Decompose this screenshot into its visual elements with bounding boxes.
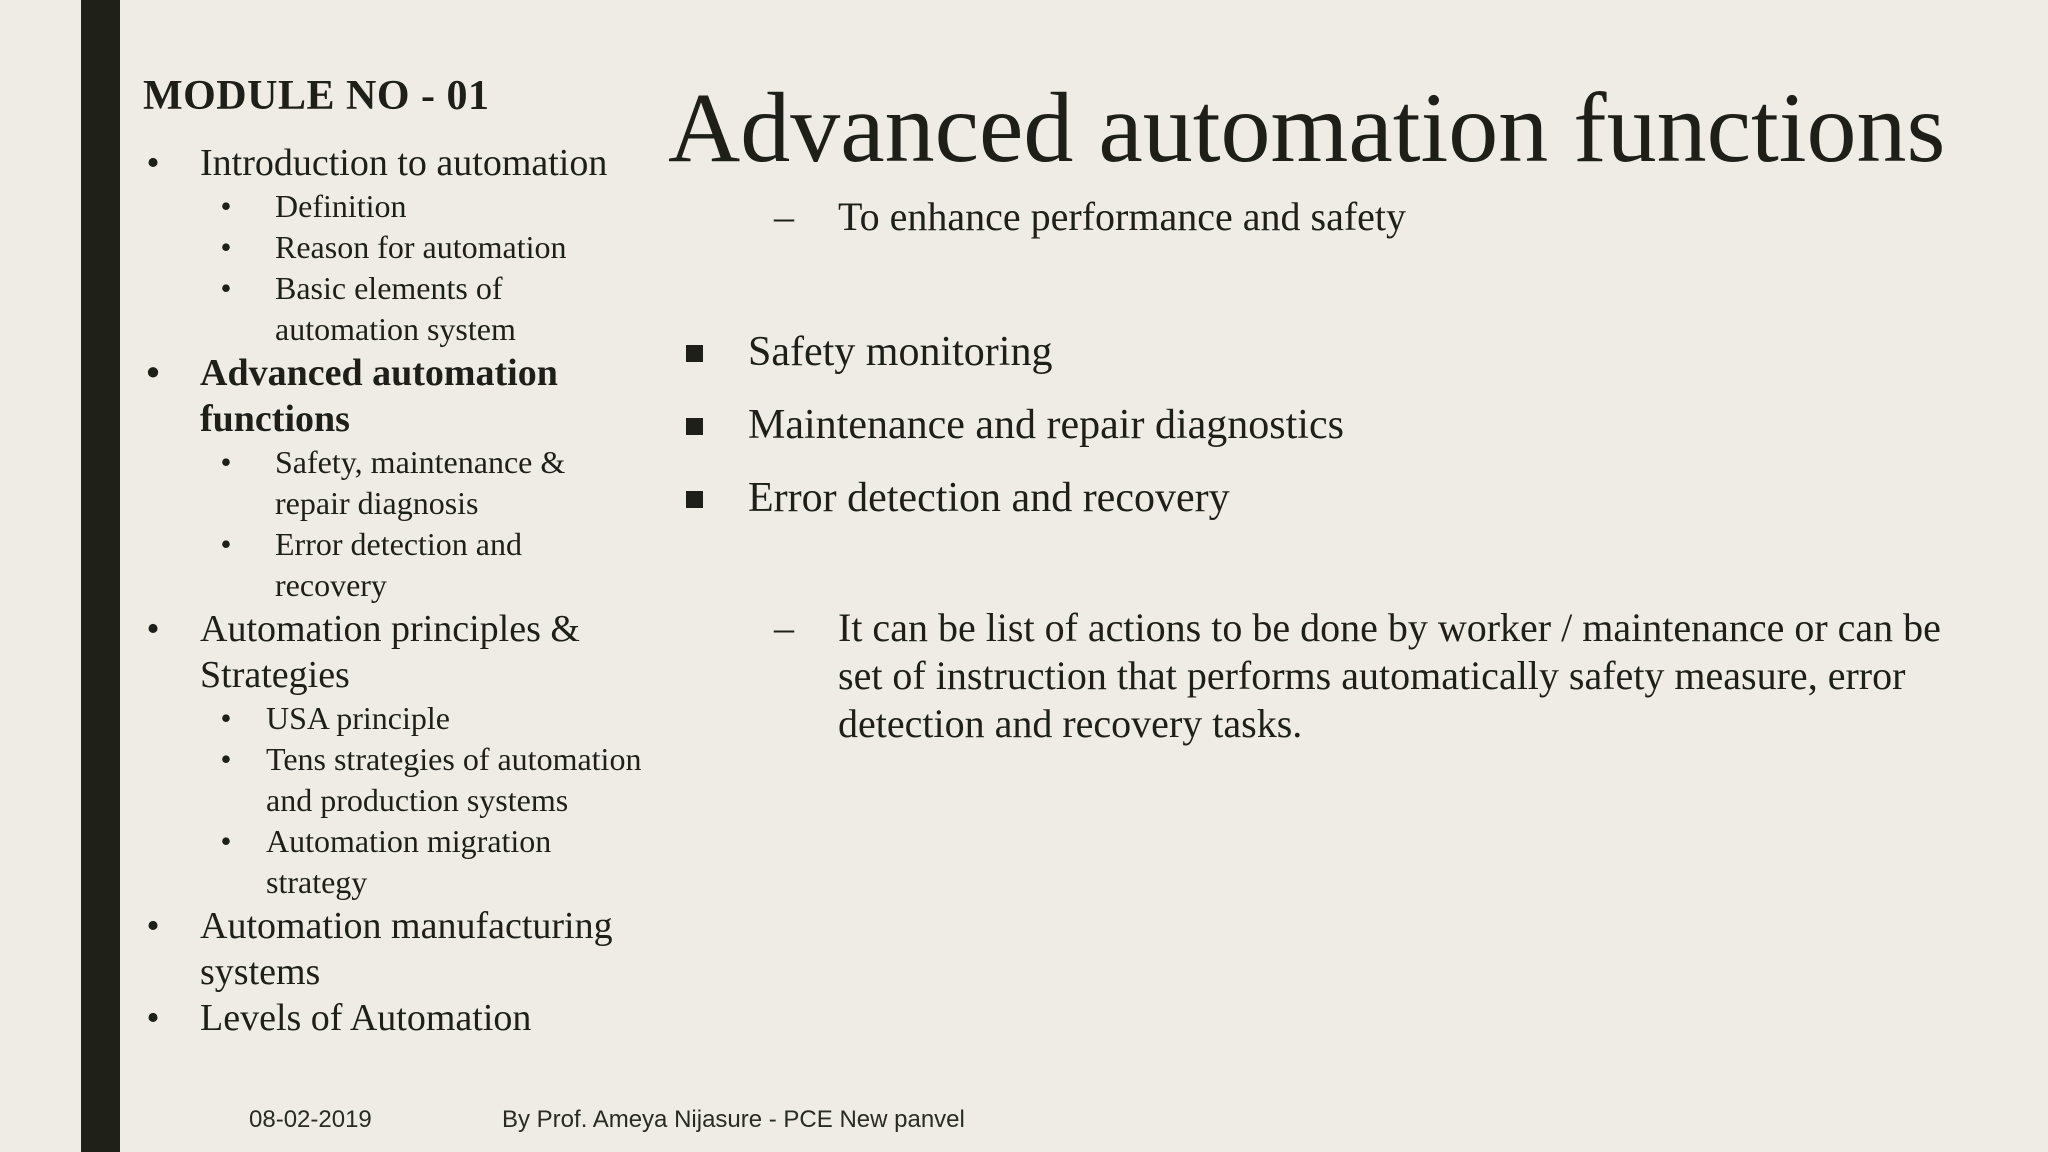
module-heading: MODULE NO - 01 — [143, 73, 490, 119]
subtopic-label: USA principle — [266, 700, 450, 736]
subtopic-item — [219, 821, 606, 903]
function-label: Maintenance and repair diagnostics — [748, 402, 1344, 448]
subtopic-label: Automation migration strategy — [266, 823, 552, 900]
topic-label: Introduction to automation — [200, 142, 608, 184]
subtopic-label: Safety, maintenance & repair diagnosis — [275, 444, 566, 521]
bullet-icon: • — [146, 608, 160, 650]
bullet-icon: • — [220, 270, 232, 306]
subtopic-label: Reason for automation — [275, 229, 567, 265]
bullet-icon: • — [146, 997, 160, 1039]
bullet-icon: • — [146, 352, 160, 394]
subtopic-item — [219, 524, 555, 606]
bullet-icon: • — [220, 823, 232, 859]
subtopic-item — [219, 442, 575, 524]
subtopic-item — [219, 739, 666, 821]
intro-point — [774, 193, 1874, 241]
topic-item — [143, 903, 670, 995]
function-item — [686, 401, 1586, 449]
square-bullet-icon — [686, 491, 703, 508]
bullet-icon: • — [220, 700, 232, 736]
topic-item — [143, 995, 663, 1041]
subtopic-item — [219, 227, 663, 268]
subtopic-item — [219, 698, 663, 739]
topic-label: Automation principles & Strategies — [200, 608, 580, 696]
bullet-icon: • — [146, 142, 160, 184]
topic-label: Levels of Automation — [200, 997, 532, 1039]
subtopic-label: Basic elements of automation system — [275, 270, 516, 347]
topic-label: Advanced automation functions — [200, 352, 558, 440]
bullet-icon: • — [220, 444, 232, 480]
function-item — [686, 328, 1586, 376]
intro-text: To enhance performance and safety — [838, 194, 1407, 239]
function-item — [686, 474, 1586, 522]
dash-bullet-icon: – — [774, 194, 794, 239]
subtopic-list — [143, 186, 663, 350]
footer-author: By Prof. Ameya Nijasure - PCE New panvel — [502, 1106, 965, 1133]
module-topic-list — [143, 140, 663, 1041]
bullet-icon: • — [220, 188, 232, 224]
topic-label: Automation manufacturing systems — [200, 905, 613, 993]
subtopic-label: Definition — [275, 188, 407, 224]
square-bullet-icon — [686, 345, 703, 362]
topic-item — [143, 140, 663, 186]
footer-date: 08-02-2019 — [249, 1106, 372, 1133]
function-list — [686, 328, 1586, 547]
subtopic-label: Tens strategies of automation and production systems — [266, 741, 642, 818]
function-label: Error detection and recovery — [748, 475, 1230, 521]
subtopic-item — [219, 186, 663, 227]
topic-item — [143, 606, 620, 698]
bullet-icon: • — [220, 229, 232, 265]
bullet-icon: • — [146, 905, 160, 947]
dash-bullet-icon: – — [774, 605, 794, 650]
left-accent-bar — [81, 0, 120, 1152]
function-label: Safety monitoring — [748, 329, 1053, 375]
subtopic-list — [143, 698, 663, 903]
bullet-icon: • — [220, 526, 232, 562]
slide-title: Advanced automation functions — [668, 72, 1946, 183]
note-text: It can be list of actions to be done by worker / maintenance or can be set of instruction that performs automatically safety measure, error detection and recovery tasks. — [838, 605, 1941, 746]
subtopic-item — [219, 268, 565, 350]
topic-item-current — [143, 350, 580, 442]
note-point — [774, 604, 1964, 748]
bullet-icon: • — [220, 741, 232, 777]
subtopic-label: Error detection and recovery — [275, 526, 522, 603]
subtopic-list — [143, 442, 663, 606]
square-bullet-icon — [686, 418, 703, 435]
